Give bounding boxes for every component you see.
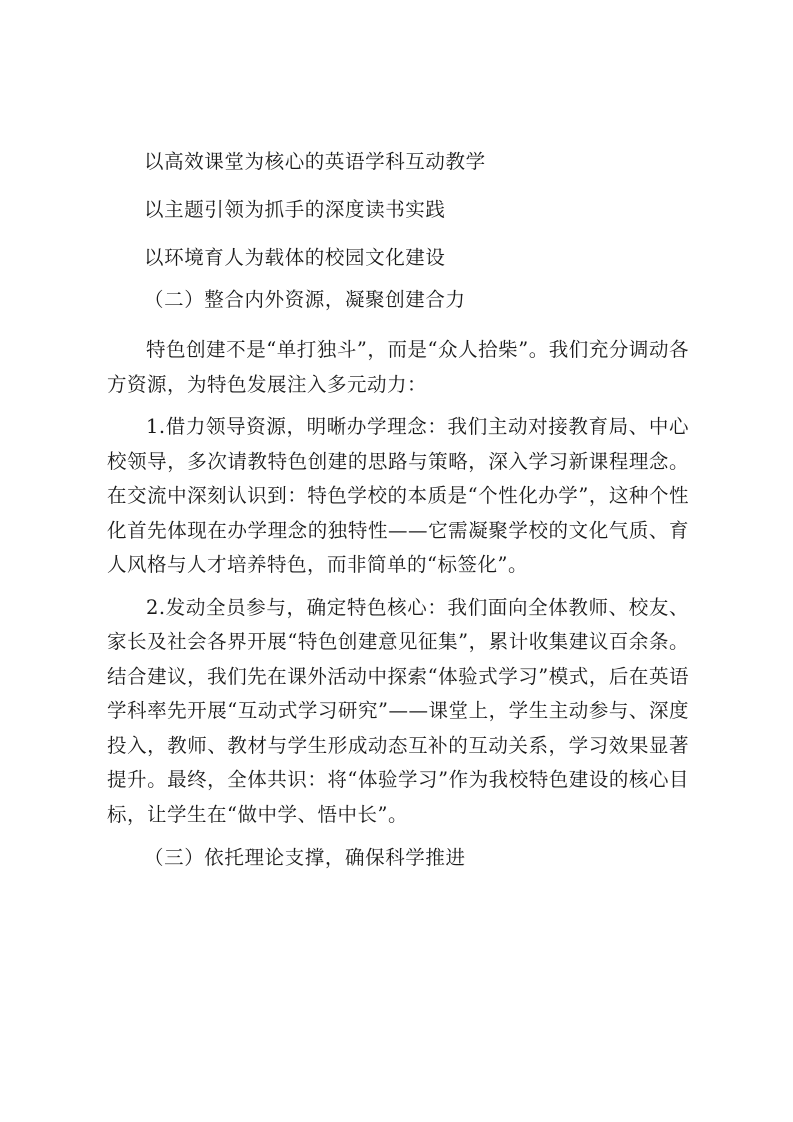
list-item: 以环境育人为载体的校园文化建设 xyxy=(144,246,446,269)
section-heading-2: （二）整合内外资源，凝聚创建合力 xyxy=(144,288,466,311)
document-page xyxy=(107,150,689,891)
list-item: 以主题引领为抓手的深度读书实践 xyxy=(144,198,446,221)
paragraph-2: 2.发动全员参与，确定特色核心：我们面向全体教师、校友、家长及社会各界开展“特色创建意见征集”，累计收集建议百余条。结合建议，我们先在课外活动中探索“体验式学习”模式，后在英语学科率先开展“互动式学习研究”——课堂上，学生主动参与、深度投入，教师、教材与学生形成动态互补的互动关系，学习效果显著提升。最终，全体共识：将“体验学习”作为我校特色建设的核心目标，让学生在“做中学、悟中长”。 xyxy=(107,595,689,826)
paragraph-intro: 特色创建不是“单打独斗”，而是“众人拾柴”。我们充分调动各方资源，为特色发展注入多元动力： xyxy=(107,338,689,396)
list-item: 以高效课堂为核心的英语学科互动教学 xyxy=(144,150,486,173)
section-heading-3: （三）依托理论支撑，确保科学推进 xyxy=(144,846,466,869)
paragraph-1: 1.借力领导资源，明晰办学理念：我们主动对接教育局、中心校领导，多次请教特色创建的思路与策略，深入学习新课程理念。在交流中深刻认识到：特色学校的本质是“个性化办学”，这种个性化首先体现在办学理念的独特性——它需凝聚学校的文化气质、育人风格与人才培养特色，而非简单的“标签化”。 xyxy=(107,415,689,576)
